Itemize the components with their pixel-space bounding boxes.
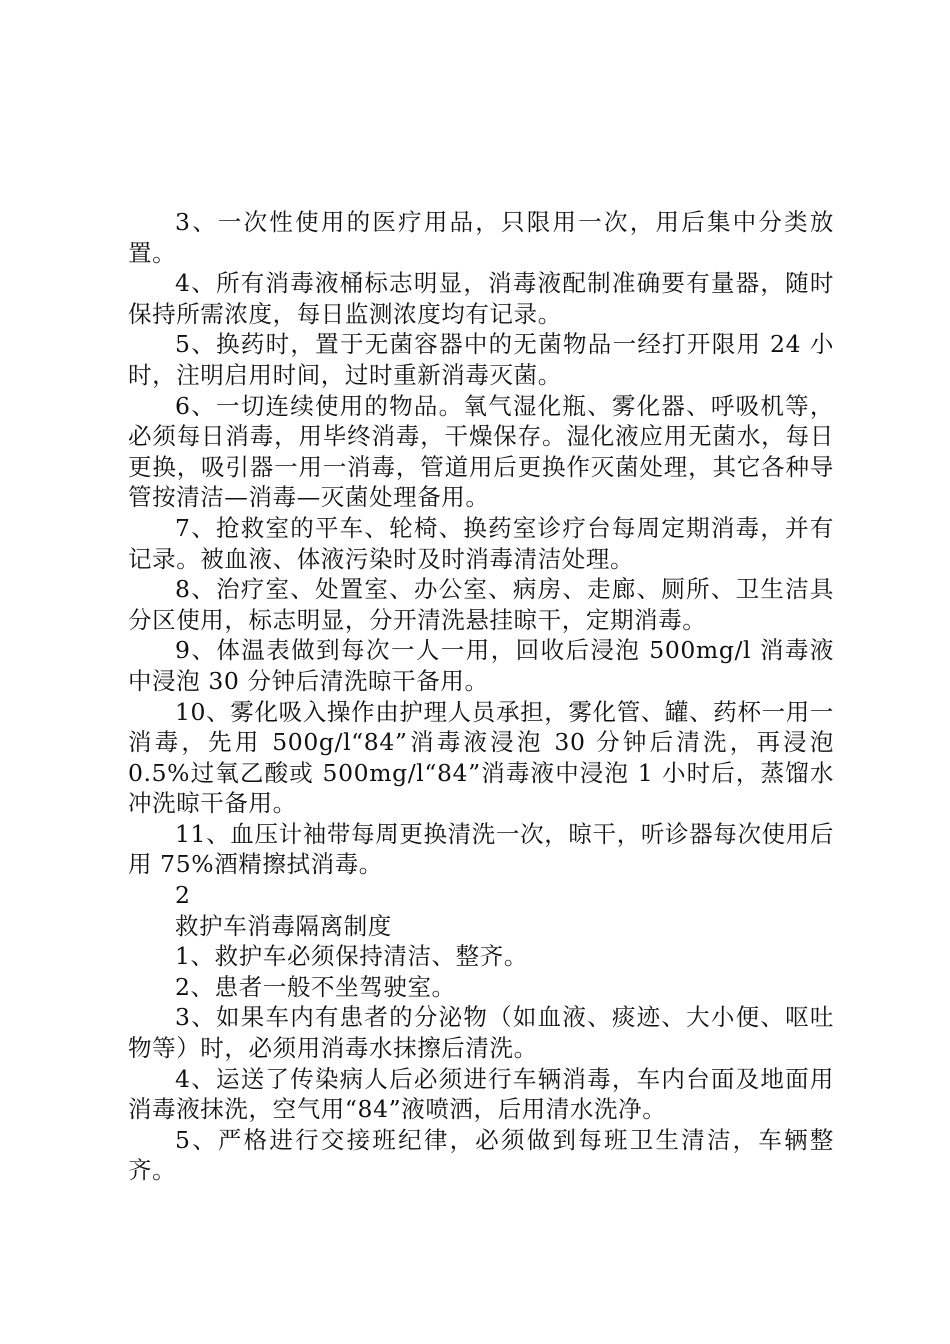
paragraph-rule-11: 11、血压计袖带每周更换清洗一次，晾干，听诊器每次使用后用 75%酒精擦拭消毒。 [128,819,834,879]
ambulance-rule-4: 4、运送了传染病人后必须进行车辆消毒，车内台面及地面用消毒液抹洗，空气用“84”液喷洒，后用清水洗净。 [128,1064,834,1124]
paragraph-rule-3: 3、一次性使用的医疗用品，只限用一次，用后集中分类放置。 [128,208,834,267]
paragraph-rule-9: 9、体温表做到每次一人一用，回收后浸泡 500mg/l 消毒液中浸泡 30 分钟后清洗晾干备用。 [128,636,834,695]
document-body [128,207,834,1186]
paragraph-rule-10: 10、雾化吸入操作由护理人员承担，雾化管、罐、药杯一用一消毒，先用 500g/l“84”消毒液浸泡 30 分钟后清洗，再浸泡 0.5%过氧乙酸或 500mg/l“84”消毒液中浸泡 1 小时后，蒸馏水冲洗晾干备用。 [128,697,834,818]
ambulance-rule-3: 3、如果车内有患者的分泌物（如血液、痰迹、大小便、呕吐物等）时，必须用消毒水抹擦后清洗。 [128,1003,834,1063]
paragraph-rule-8: 8、治疗室、处置室、办公室、病房、走廊、厕所、卫生洁具分区使用，标志明显，分开清洗悬挂晾干，定期消毒。 [128,575,834,634]
paragraph-rule-7: 7、抢救室的平车、轮椅、换药室诊疗台每周定期消毒，并有记录。被血液、体液污染时及时消毒清洁处理。 [128,513,834,573]
paragraph-rule-4: 4、所有消毒液桶标志明显，消毒液配制准确要有量器，随时保持所需浓度，每日监测浓度均有记录。 [128,269,834,328]
paragraph-rule-6: 6、一切连续使用的物品。氧气湿化瓶、雾化器、呼吸机等，必须每日消毒，用毕终消毒，干燥保存。湿化液应用无菌水，每日更换，吸引器一用一消毒，管道用后更换作灭菌处理，其它各种导管按清洁—消毒—灭菌处理备用。 [128,391,834,512]
paragraph-rule-5: 5、换药时，置于无菌容器中的无菌物品一经打开限用 24 小时，注明启用时间，过时重新消毒灭菌。 [128,330,834,389]
section-title: 救护车消毒隔离制度 [175,911,392,940]
ambulance-rule-2: 2、患者一般不坐驾驶室。 [175,972,456,1001]
ambulance-rule-5: 5、严格进行交接班纪律，必须做到每班卫生清洁，车辆整齐。 [128,1125,834,1185]
page-number: 2 [175,881,191,910]
ambulance-rule-1: 1、救护车必须保持清洁、整齐。 [175,942,528,971]
